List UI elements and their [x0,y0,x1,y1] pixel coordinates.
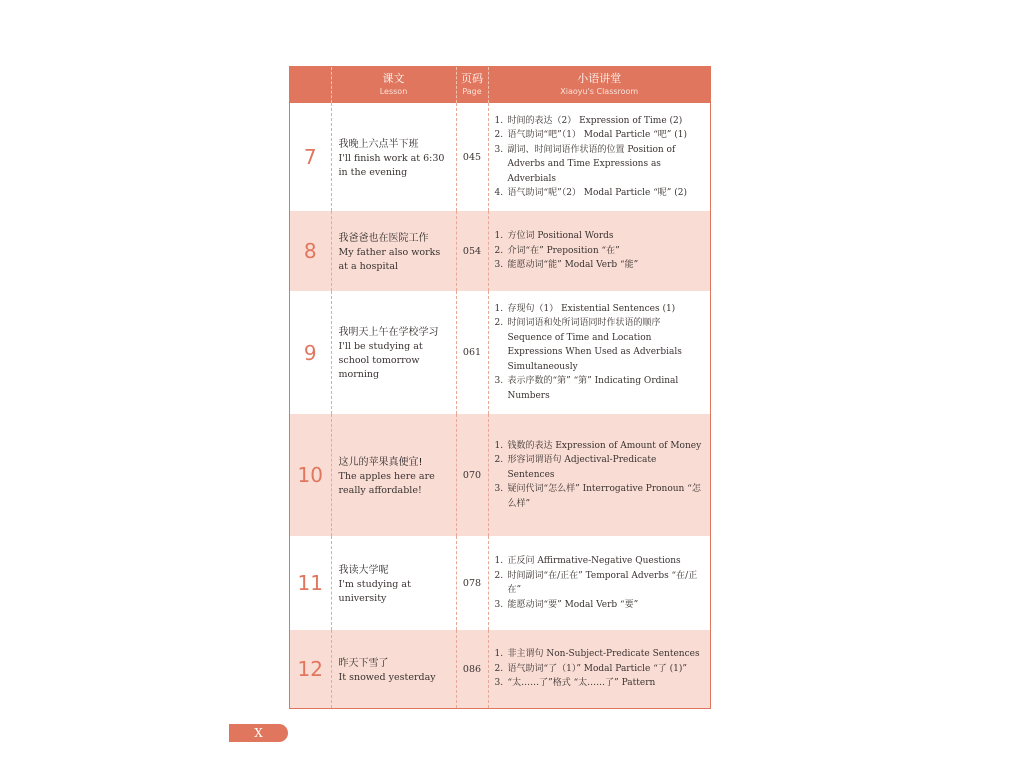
classroom-list [489,302,711,404]
classroom-item [495,128,705,143]
lesson-title-zh: 我明天上午在学校学习 [338,327,439,338]
lesson-page-number: 070 [456,414,488,536]
table-of-contents [289,66,711,709]
classroom-item [495,647,705,662]
lesson-title-en: I'll be studying at school tomorrow morning [338,341,423,380]
classroom-list [489,114,711,201]
classroom-item [495,676,705,691]
item-text: 正反问 Affirmative-Negative Questions [507,556,681,566]
classroom-item [495,662,705,677]
classroom-cell [488,414,710,536]
lesson-row [290,103,710,211]
classroom-list [489,647,711,691]
header-page-zh: 页码 [461,72,483,85]
lesson-number: 9 [303,340,317,365]
classroom-item [495,482,705,511]
lesson-title-cell [331,103,456,211]
item-text: 时间副词“在/正在” Temporal Adverbs “在/正在” [507,570,698,595]
item-number: 3. [494,376,504,387]
item-text: 表示序数的“第” “第” Indicating Ordinal Numbers [507,376,679,401]
lesson-title-en: It snowed yesterday [338,671,436,683]
item-number: 1. [494,440,504,451]
classroom-item [495,244,705,259]
classroom-item [495,229,705,244]
item-number: 3. [494,678,504,689]
header-lesson [331,67,456,103]
item-number: 2. [494,318,504,329]
classroom-list [489,229,711,273]
classroom-item [495,453,705,482]
classroom-item [495,569,705,598]
classroom-list [489,554,711,612]
item-text: 语气助词“呢”（2） Modal Particle “呢” (2) [507,188,688,198]
lesson-number: 11 [297,571,323,595]
item-number: 1. [494,556,504,566]
item-number: 2. [494,245,504,256]
item-number: 2. [494,663,504,674]
header-classroom-en: Xiaoyu's Classroom [560,87,639,96]
item-text: 形容词谓语句 Adjectival-Predicate Sentences [507,455,657,480]
header-lesson-zh: 课文 [382,72,405,85]
header-row [290,67,710,103]
item-text: 疑问代词“怎么样” Interrogative Pronoun “怎么样” [507,484,701,509]
lesson-title-en: I'll finish work at 6:30 in the evening [338,152,445,178]
item-number: 2. [494,455,504,466]
item-text: 非主谓句 Non-Subject-Predicate Sentences [507,649,700,660]
classroom-item [495,316,705,374]
classroom-cell [488,103,710,211]
lesson-row [290,536,710,630]
lesson-title-en: My father also works at a hospital [338,246,441,272]
classroom-cell [488,630,710,708]
item-text: 副词、时间词语作状语的位置 Position of Adverbs and Time Expressions as Adverbials [507,144,676,184]
lesson-page-number: 086 [456,630,488,708]
classroom-item [495,374,705,403]
item-text: 能愿动词“能” Modal Verb “能” [507,260,639,271]
classroom-item [495,143,705,187]
lesson-title-zh: 我爸爸也在医院工作 [338,232,429,244]
lesson-page-number: 078 [456,536,488,630]
lesson-title-cell [331,630,456,708]
lesson-page-number: 045 [456,103,488,211]
item-number: 1. [494,115,504,126]
header-page [456,67,488,103]
item-number: 3. [494,484,504,495]
classroom-list [489,439,711,512]
lesson-number: 10 [297,463,323,487]
item-number: 2. [494,130,504,140]
classroom-item [495,186,705,201]
contents-table [290,67,710,708]
classroom-cell [488,211,710,291]
page-number-tab: X [229,724,288,742]
lesson-row [290,211,710,291]
lesson-page-number: 061 [456,291,488,414]
classroom-item [495,554,705,569]
lesson-title-zh: 这儿的苹果真便宜! [338,456,423,468]
item-text: 时间的表达（2） Expression of Time (2) [507,115,683,126]
header-number-cell [290,67,331,103]
lesson-row [290,630,710,708]
classroom-cell [488,536,710,630]
header-classroom-zh: 小语讲堂 [577,72,622,85]
lesson-row [290,291,710,414]
lesson-title-zh: 我晚上六点半下班 [338,138,419,150]
classroom-item [495,598,705,613]
item-number: 4. [494,188,504,198]
lesson-number: 12 [297,657,323,681]
item-text: “太……了”格式 “太……了” Pattern [507,678,656,689]
item-text: 时间词语和处所词语同时作状语的顺序 Sequence of Time and Location Expressions When Used as Adverbials Simultaneously [507,318,682,372]
lesson-title-zh: 我读大学呢 [338,564,389,576]
classroom-item [495,114,705,129]
lesson-number: 8 [303,239,317,263]
header-classroom [488,67,710,103]
item-text: 介词“在” Preposition “在” [507,245,620,256]
item-number: 3. [494,260,504,271]
header-lesson-en: Lesson [379,87,408,96]
item-text: 语气助词“了（1）” Modal Particle “了 (1)” [507,663,688,674]
item-text: 语气助词“吧”（1） Modal Particle “吧” (1) [507,130,688,140]
lesson-page-number: 054 [456,211,488,291]
lesson-title-zh: 昨天下雪了 [338,657,389,669]
lesson-number: 7 [303,145,317,169]
item-number: 3. [494,144,504,155]
item-number: 3. [494,599,504,610]
classroom-item [495,258,705,273]
item-number: 1. [494,649,504,660]
lesson-title-en: The apples here are really affordable! [338,470,435,496]
lesson-row [290,414,710,536]
item-text: 方位词 Positional Words [507,231,614,242]
classroom-item [495,439,705,454]
header-page-en: Page [462,87,482,96]
classroom-item [495,302,705,317]
lesson-title-cell [331,536,456,630]
classroom-cell [488,291,710,414]
lesson-title-cell [331,414,456,536]
lesson-title-cell [331,211,456,291]
item-text: 钱数的表达 Expression of Amount of Money [507,440,702,451]
item-number: 1. [494,303,504,314]
item-number: 2. [494,570,504,581]
lesson-title-en: I'm studying at university [338,578,411,604]
item-text: 存现句（1） Existential Sentences (1) [507,303,676,314]
item-text: 能愿动词“要” Modal Verb “要” [507,599,639,610]
lesson-title-cell [331,291,456,414]
item-number: 1. [494,231,504,242]
